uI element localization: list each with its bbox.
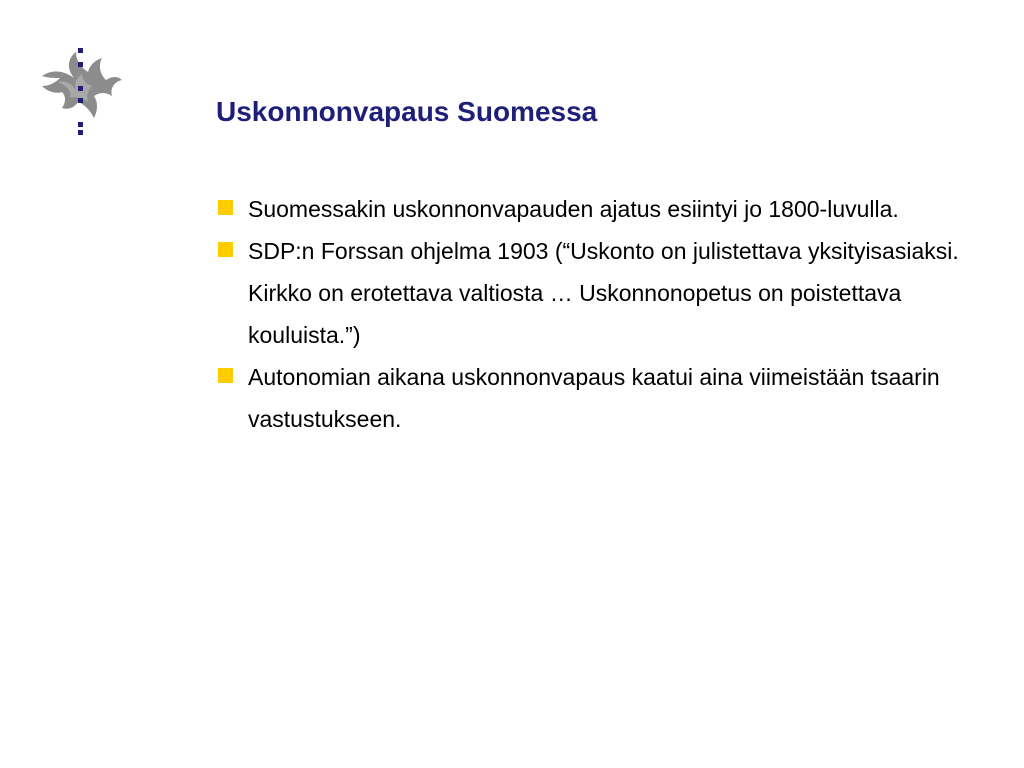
bullet-item <box>218 188 978 230</box>
square-bullet-icon <box>218 242 233 257</box>
bullet-text: SDP:n Forssan ohjelma 1903 (“Uskonto on julistettava yksityisasiaksi. Kirkko on erotettava valtiosta … Uskonnonopetus on poistettava kouluista.”) <box>248 238 959 348</box>
university-flame-logo-icon <box>36 46 126 136</box>
bullet-item <box>218 356 978 440</box>
bullet-text: Autonomian aikana uskonnonvapaus kaatui aina viimeistään tsaarin vastustukseen. <box>248 364 940 432</box>
slide-title: Uskonnonvapaus Suomessa <box>216 96 598 127</box>
square-bullet-icon <box>218 200 233 215</box>
bullet-list <box>218 188 978 440</box>
square-bullet-icon <box>218 368 233 383</box>
bullet-item <box>218 230 978 356</box>
bullet-text: Suomessakin uskonnonvapauden ajatus esiintyi jo 1800-luvulla. <box>248 196 899 222</box>
